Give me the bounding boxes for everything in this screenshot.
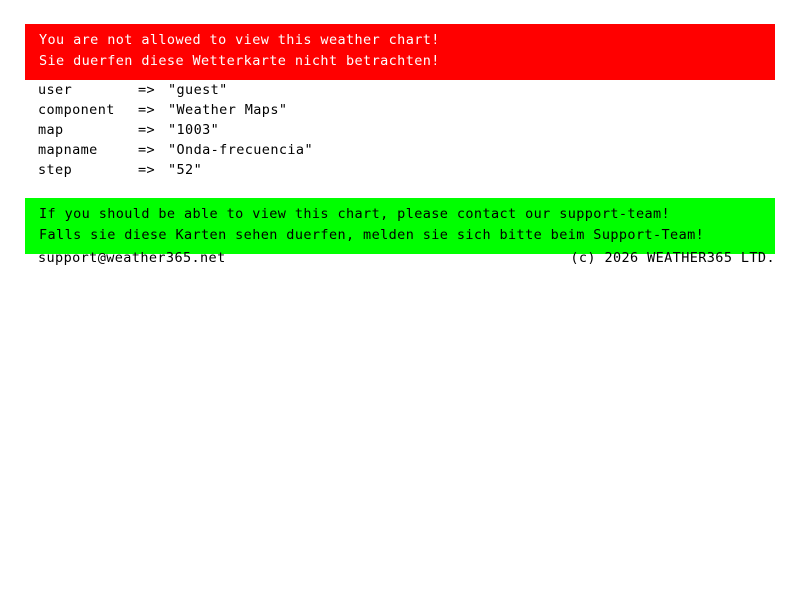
parameter-list xyxy=(38,80,313,180)
parameter-value: "Weather Maps" xyxy=(168,102,288,118)
parameter-value: "52" xyxy=(168,162,203,178)
parameter-key: map xyxy=(38,122,64,138)
parameter-key: step xyxy=(38,162,73,178)
parameter-row-map xyxy=(38,120,313,140)
support-email-link[interactable]: support@weather365.net xyxy=(38,250,226,266)
parameter-value: "Onda-frecuencia" xyxy=(168,142,313,158)
support-message-en: If you should be able to view this chart, please contact our support-team! xyxy=(39,206,671,222)
parameter-arrow: => xyxy=(138,122,156,138)
parameter-arrow: => xyxy=(138,142,156,158)
parameter-row-step xyxy=(38,160,313,180)
parameter-arrow: => xyxy=(138,162,156,178)
parameter-arrow: => xyxy=(138,102,156,118)
parameter-row-mapname xyxy=(38,140,313,160)
error-banner xyxy=(25,24,775,80)
parameter-key: mapname xyxy=(38,142,98,158)
footer xyxy=(38,250,775,266)
parameter-key: component xyxy=(38,102,115,118)
copyright-text: (c) 2026 WEATHER365 LTD. xyxy=(570,250,775,266)
parameter-arrow: => xyxy=(138,82,156,98)
parameter-value: "1003" xyxy=(168,122,220,138)
error-message-de: Sie duerfen diese Wetterkarte nicht betrachten! xyxy=(39,53,440,69)
error-message-en: You are not allowed to view this weather chart! xyxy=(39,32,440,48)
support-message-de: Falls sie diese Karten sehen duerfen, melden sie sich bitte beim Support-Team! xyxy=(39,227,705,243)
parameter-row-user xyxy=(38,80,313,100)
parameter-row-component xyxy=(38,100,313,120)
parameter-key: user xyxy=(38,82,73,98)
parameter-value: "guest" xyxy=(168,82,228,98)
support-banner xyxy=(25,198,775,254)
